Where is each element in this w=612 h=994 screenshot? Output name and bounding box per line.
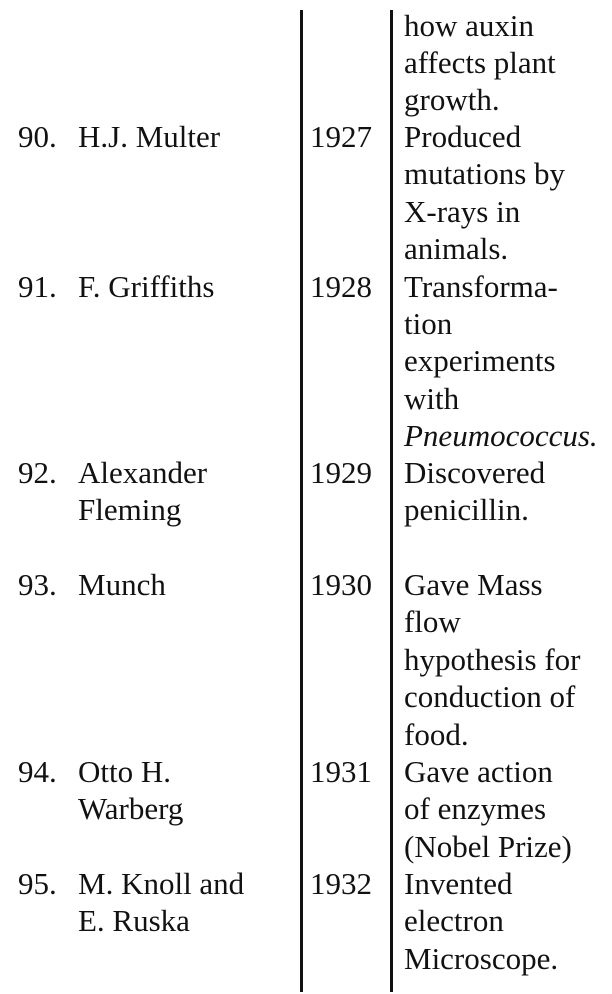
entry-description-line: Gave action — [404, 754, 553, 789]
entry-description-line: flow — [404, 604, 461, 639]
column-divider-right — [390, 10, 393, 992]
entry-description-line: X-rays in — [404, 194, 521, 229]
continued-description-line: how auxin — [404, 8, 535, 43]
continued-description-line: growth. — [404, 82, 500, 117]
entry-description-line: hypothesis for — [404, 642, 581, 677]
entry-number: 94. — [18, 754, 57, 789]
entry-description-line: electron — [404, 903, 504, 938]
entry-description-line: with — [404, 381, 460, 416]
scientist-name: Otto H. — [78, 754, 171, 789]
entry-description-line: food. — [404, 717, 469, 752]
entry-number: 95. — [18, 866, 57, 901]
entry-description-line: conduction of — [404, 679, 576, 714]
entry-number: 92. — [18, 455, 57, 490]
entry-description-line: Produced — [404, 119, 522, 154]
entry-number: 93. — [18, 567, 57, 602]
entry-number: 91. — [18, 269, 57, 304]
entry-number: 90. — [18, 119, 57, 154]
entry-description-line: Pneumococcus. — [404, 418, 598, 453]
scientist-name: Alexander — [78, 455, 208, 490]
entry-description-line: experiments — [404, 343, 556, 378]
entry-description-line: Invented — [404, 866, 513, 901]
entry-description-line: tion — [404, 306, 453, 341]
entry-year: 1931 — [310, 754, 372, 789]
scientist-name: E. Ruska — [78, 903, 190, 938]
entry-description-line: Gave Mass — [404, 567, 543, 602]
entry-description-line: of enzymes — [404, 791, 547, 826]
scientist-name: M. Knoll and — [78, 866, 245, 901]
entry-year: 1932 — [310, 866, 372, 901]
scientist-name: H.J. Multer — [78, 119, 221, 154]
entry-year: 1929 — [310, 455, 372, 490]
entry-description-line: Discovered — [404, 455, 546, 490]
continued-description-line: affects plant — [404, 45, 556, 80]
entry-description-line: penicillin. — [404, 492, 529, 527]
entry-description-line: mutations by — [404, 156, 566, 191]
column-divider-left — [300, 10, 303, 992]
scientist-name: F. Griffiths — [78, 269, 215, 304]
entry-description-line: Microscope. — [404, 941, 559, 976]
entry-description-line: animals. — [404, 231, 509, 266]
entry-description-line: (Nobel Prize) — [404, 829, 572, 864]
scientist-name: Warberg — [78, 791, 184, 826]
entry-year: 1930 — [310, 567, 372, 602]
entry-year: 1927 — [310, 119, 372, 154]
entry-year: 1928 — [310, 269, 372, 304]
entry-description-line: Transforma- — [404, 269, 558, 304]
scientist-name: Munch — [78, 567, 166, 602]
scientist-name: Fleming — [78, 492, 182, 527]
